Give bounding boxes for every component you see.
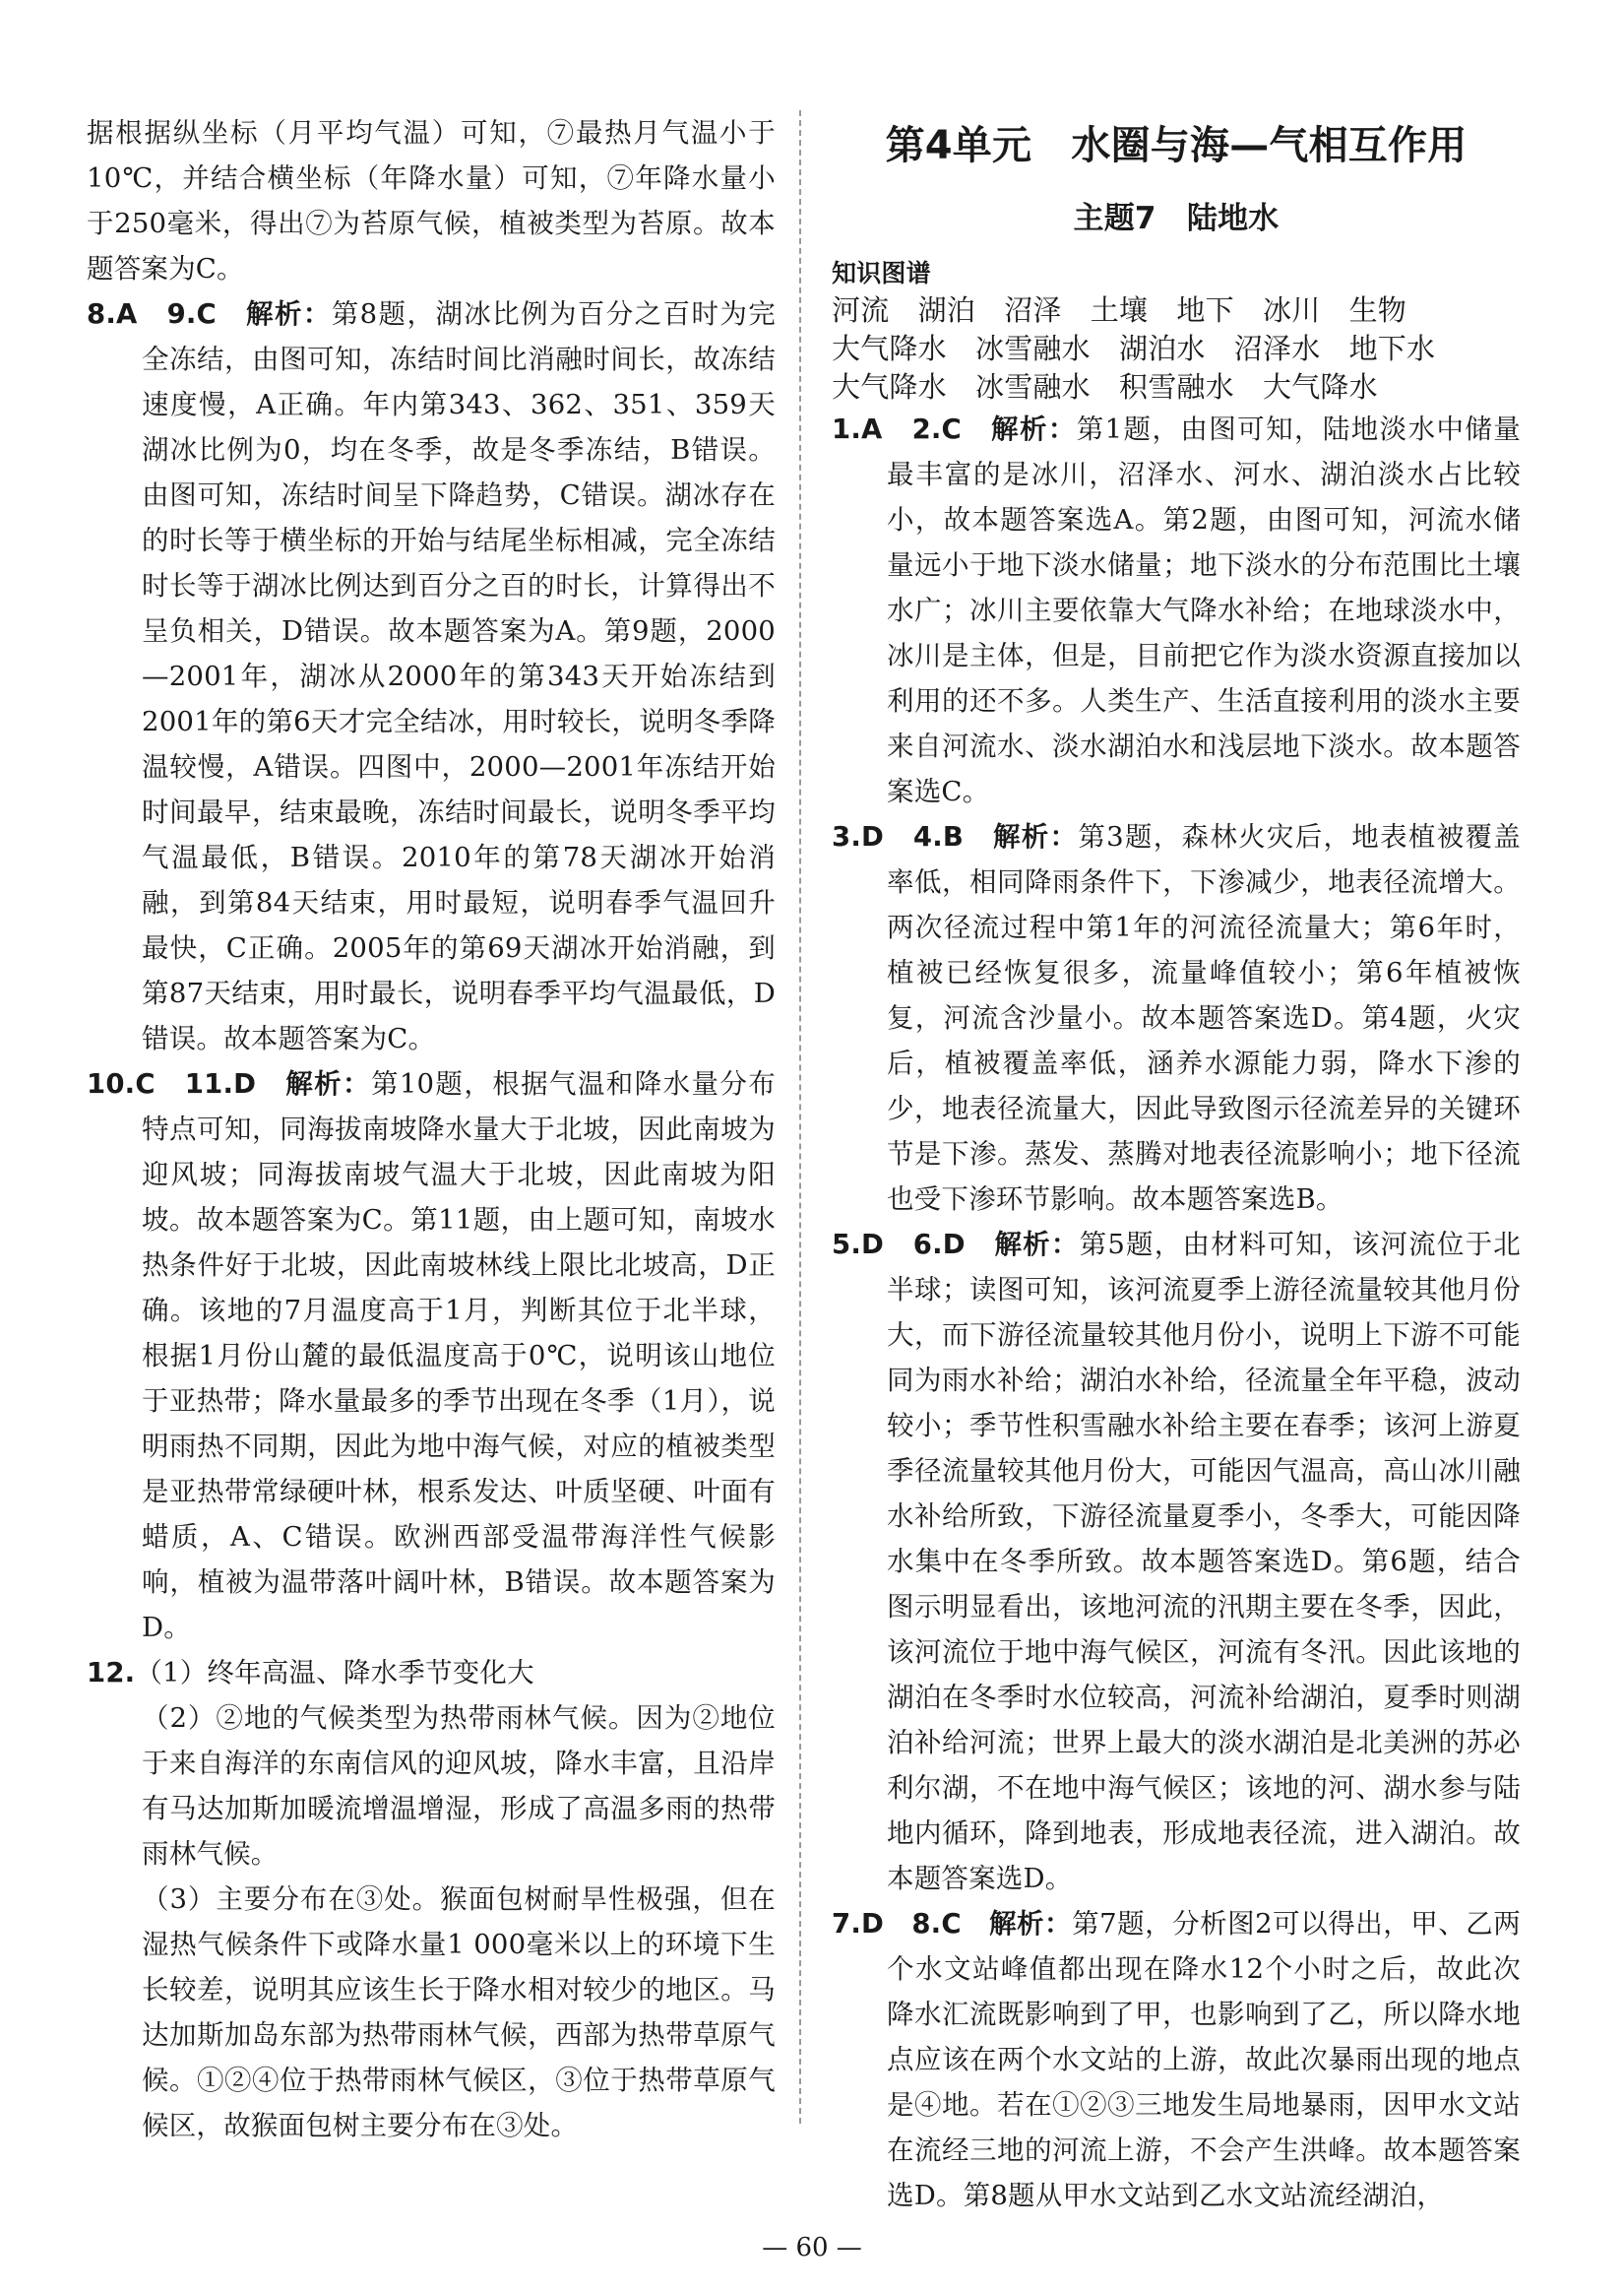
knowledge-row: 大气降水 冰雪融水 湖泊水 沼泽水 地下水: [832, 332, 1436, 365]
answer-key: 5.D 6.D 解析：: [832, 1229, 1080, 1260]
continued-paragraph: 据根据纵坐标（月平均气温）可知，⑦最热月气温小于10℃，并结合横坐标（年降水量）可知，⑦年降水量小于250毫米，得出⑦为苔原气候，植被类型为苔原。故本题答案为C。: [87, 117, 776, 285]
explanation-text: 第3题，森林火灾后，地表植被覆盖率低，相同降雨条件下，下渗减少，地表径流增大。两次径流过程中第1年的河流径流量大；第6年时，植被已经恢复很多，流量峰值较小；第6年植被恢复，河流含沙量小。故本题答案选D。第4题，火灾后，植被覆盖率低，涵养水源能力弱，降水下渗的少，地表径流量大，因此导致图示径流差异的关键环节是下渗。蒸发、蒸腾对地表径流影响小；地下径流也受下渗环节影响。故本题答案选B。: [887, 821, 1521, 1215]
answer-key: 8.A 9.C 解析：: [87, 298, 332, 330]
answer-key: 7.D 8.C 解析：: [832, 1908, 1073, 1940]
answer-block-7-8: [832, 1901, 1521, 2218]
topic-title: 主题7 陆地水: [1073, 201, 1280, 236]
answer-block-3-4: [832, 814, 1521, 1222]
answer-key: 3.D 4.B 解析：: [832, 821, 1079, 853]
answer-key: 1.A 2.C 解析：: [832, 414, 1077, 445]
answer-part-2: （2）②地的气候类型为热带雨林气候。因为②地位于来自海洋的东南信风的迎风坡，降水丰富，且沿岸有马达加斯加暖流增温增湿，形成了高温多雨的热带雨林气候。: [142, 1702, 776, 1870]
column-divider: [799, 110, 801, 2124]
unit-title: 第4单元 水圈与海—气相互作用: [885, 123, 1468, 168]
explanation-text: 第1题，由图可知，陆地淡水中储量最丰富的是冰川，沼泽水、河水、湖泊淡水占比较小，故本题答案选A。第2题，由图可知，河流水储量远小于地下淡水储量；地下淡水的分布范围比土壤水广；冰川主要依靠大气降水补给；在地球淡水中，冰川是主体，但是，目前把它作为淡水资源直接加以利用的还不多。人类生产、生活直接利用的淡水主要来自河流水、淡水湖泊水和浅层地下淡水。故本题答案选C。: [887, 414, 1521, 807]
explanation-text: 第10题，根据气温和降水量分布特点可知，同海拔南坡降水量大于北坡，因此南坡为迎风坡；同海拔南坡气温大于北坡，因此南坡为阳坡。故本题答案为C。第11题，由上题可知，南坡水热条件好于北坡，因此南坡林线上限比北坡高，D正确。该地的7月温度高于1月，判断其位于北半球，根据1月份山麓的最低温度高于0℃，说明该山地位于亚热带；降水量最多的季节出现在冬季（1月），说明雨热不同期，因此为地中海气候，对应的植被类型是亚热带常绿硬叶林，根系发达、叶质坚硬、叶面有蜡质，A、C错误。欧洲西部受温带海洋性气候影响，植被为温带落叶阔叶林，B错误。故本题答案为D。: [142, 1068, 776, 1643]
page-number: — 60 —: [762, 2233, 862, 2262]
answer-block-5-6: [832, 1222, 1521, 1901]
left-column: [87, 110, 776, 2148]
knowledge-row: 河流 湖泊 沼泽 土壤 地下 冰川 生物: [832, 293, 1407, 327]
answer-part-3: （3）主要分布在③处。猴面包树耐旱性极强，但在湿热气候条件下或降水量1 000毫米以上的环境下生长较差，说明其应该生长于降水相对较少的地区。马达加斯加岛东部为热带雨林气候，西部为热带草原气候。①②④位于热带雨林气候区，③位于热带草原气候区，故猴面包树主要分布在③处。: [142, 1883, 776, 2141]
answer-block-10-11: [87, 1061, 776, 1650]
answer-part-1: （1）终年高温、降水季节变化大: [135, 1657, 534, 1688]
right-column: [832, 116, 1521, 2218]
answer-key: 10.C 11.D 解析：: [87, 1068, 371, 1100]
explanation-text: 第8题，湖冰比例为百分之百时为完全冻结，由图可知，冻结时间比消融时间长，故冻结速度慢，A正确。年内第343、362、351、359天湖冰比例为0，均在冬季，故是冬季冻结，B错误。由图可知，冻结时间呈下降趋势，C错误。湖冰存在的时长等于横坐标的开始与结尾坐标相减，完全冻结时长等于湖冰比例达到百分之百的时长，计算得出不呈负相关，D错误。故本题答案为A。第9题，2000—2001年，湖冰从2000年的第343天开始冻结到2001年的第6天才完全结冰，用时较长，说明冬季降温较慢，A错误。四图中，2000—2001年冻结开始时间最早，结束最晚，冻结时间最长，说明冬季平均气温最低，B错误。2010年的第78天湖冰开始消融，到第84天结束，用时最短，说明春季气温回升最快，C正确。2005年的第69天湖冰开始消融，到第87天结束，用时最长，说明春季平均气温最低，D错误。故本题答案为C。: [142, 298, 776, 1054]
question-number: 12.: [87, 1657, 136, 1688]
answer-block-1-2: [832, 407, 1521, 814]
knowledge-row: 大气降水 冰雪融水 积雪融水 大气降水: [832, 370, 1378, 404]
answer-block-8-9: [87, 291, 776, 1061]
knowledge-map-heading: 知识图谱: [832, 259, 931, 287]
explanation-text: 第7题，分析图2可以得出，甲、乙两个水文站峰值都出现在降水12个小时之后，故此次降水汇流既影响到了甲，也影响到了乙，所以降水地点应该在两个水文站的上游，故此次暴雨出现的地点是④地。若在①②③三地发生局地暴雨，因甲水文站在流经三地的河流上游，不会产生洪峰。故本题答案选D。第8题从甲水文站到乙水文站流经湖泊，: [887, 1908, 1521, 2211]
explanation-text: 第5题，由材料可知，该河流位于北半球；读图可知，该河流夏季上游径流量较其他月份大，而下游径流量较其他月份小，说明上下游不可能同为雨水补给；湖泊水补给，径流量全年平稳，波动较小；季节性积雪融水补给主要在春季；该河上游夏季径流量较其他月份大，可能因气温高，高山冰川融水补给所致，下游径流量夏季小，冬季大，可能因降水集中在冬季所致。故本题答案选D。第6题，结合图示明显看出，该地河流的汛期主要在冬季，因此，该河流位于地中海气候区，河流有冬汛。因此该地的湖泊在冬季时水位较高，河流补给湖泊，夏季时则湖泊补给河流；世界上最大的淡水湖泊是北美洲的苏必利尔湖，不在地中海气候区；该地的河、湖水参与陆地内循环，降到地表，形成地表径流，进入湖泊。故本题答案选D。: [887, 1229, 1521, 1894]
answer-block-12: [87, 1650, 776, 1695]
